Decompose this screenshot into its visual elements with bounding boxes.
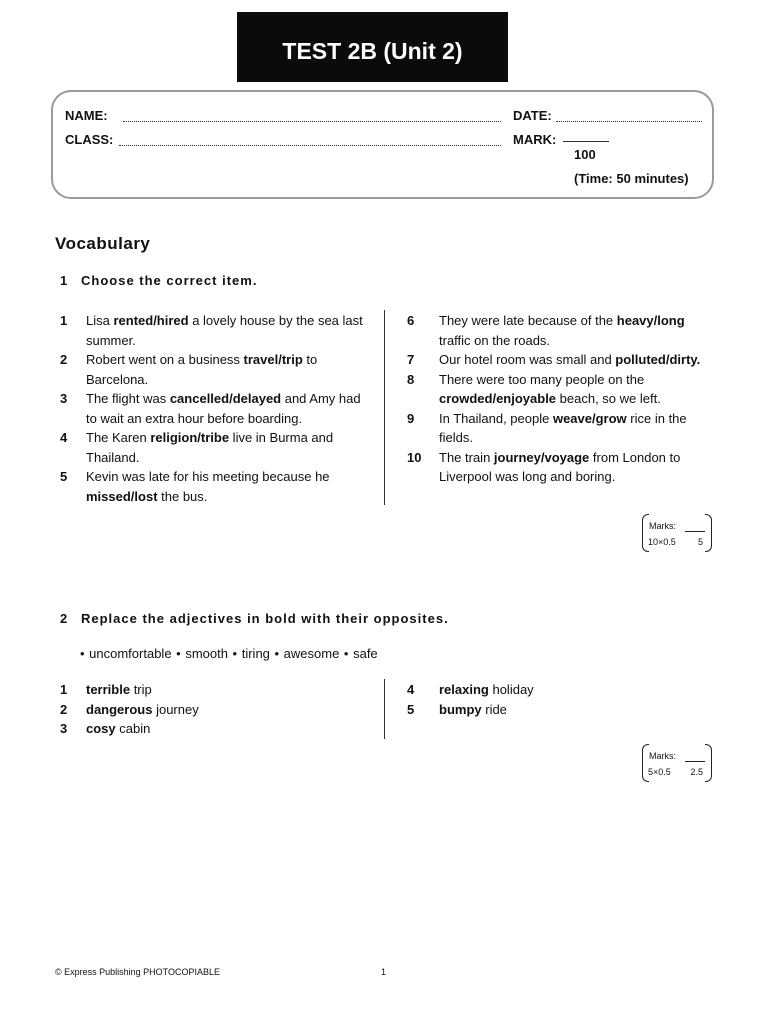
date-field[interactable] — [556, 121, 702, 122]
name-field[interactable] — [123, 121, 501, 122]
answer-choice[interactable]: rented/hired — [113, 313, 189, 328]
ex2-item — [60, 700, 365, 720]
ex1-left-column — [60, 311, 365, 506]
column-divider — [384, 310, 385, 505]
marks-score-field[interactable] — [685, 531, 705, 532]
text-run: holiday — [488, 682, 534, 697]
test-title: TEST 2B (Unit 2) — [282, 38, 463, 64]
item-text — [439, 352, 700, 367]
text-run: The flight was — [86, 391, 170, 406]
text-run: Robert went on a business — [86, 352, 244, 367]
text-run: from London to Liverpool was long and boring. — [439, 449, 681, 484]
text-run: a lovely house by the sea last summer. — [86, 313, 363, 348]
answer-choice[interactable]: heavy/long — [616, 313, 685, 328]
marks-total: 2.5 — [690, 767, 703, 777]
item-number: 10 — [407, 449, 422, 465]
marks-label: Marks: — [649, 521, 676, 531]
ex1-right-column — [407, 311, 713, 487]
ex2-right-column — [407, 680, 713, 719]
ex2-item — [60, 680, 365, 700]
item-number: 7 — [407, 352, 415, 367]
ex1-item — [407, 311, 713, 350]
marks-calculation: 5×0.5 — [648, 767, 671, 777]
marks-total: 5 — [697, 537, 703, 547]
text-run: Our hotel room was small and — [439, 352, 616, 367]
section-title: Vocabulary — [55, 234, 151, 253]
item-number: 3 — [60, 721, 68, 736]
ex1-item — [407, 409, 713, 448]
text-run: live in Burma and Thailand. — [86, 430, 334, 465]
text-run: There were too many people on the — [439, 371, 645, 387]
answer-choice[interactable]: cancelled/delayed — [169, 391, 282, 406]
item-number: 6 — [407, 313, 415, 328]
text-run: The Karen — [86, 430, 151, 445]
class-field[interactable] — [119, 145, 501, 146]
item-number: 1 — [60, 313, 68, 328]
test-title-box — [237, 12, 508, 82]
ex1-instruction: Choose the correct item. — [81, 273, 258, 288]
item-number: 4 — [407, 682, 415, 697]
text-run: In Thailand, people — [439, 410, 553, 426]
marks-calculation: 10×0.5 — [648, 537, 676, 547]
date-label: DATE: — [513, 108, 552, 123]
item-text — [86, 430, 333, 465]
text-run: the bus. — [157, 488, 208, 504]
name-label: NAME: — [65, 108, 108, 123]
ex1-item — [407, 370, 713, 409]
item-number: 8 — [407, 371, 415, 387]
text-run: The train — [439, 449, 494, 465]
mark-total: 100 — [574, 147, 596, 162]
item-text — [86, 352, 317, 387]
answer-choice[interactable]: religion/tribe — [150, 430, 230, 445]
answer-choice[interactable]: missed/lost — [86, 488, 158, 504]
item-text — [86, 391, 361, 426]
bold-adjective: terrible — [86, 682, 131, 697]
ex1-item — [60, 311, 365, 350]
ex2-instruction: Replace the adjectives in bold with their opposites. — [81, 611, 449, 626]
answer-choice[interactable]: weave/grow — [552, 410, 627, 426]
word-bank: • uncomfortable • smooth • tiring • awesome • safe — [80, 646, 378, 661]
item-number: 4 — [60, 430, 68, 445]
ex2-item — [407, 680, 713, 700]
student-info-box — [51, 90, 714, 199]
ex1-marks-box — [642, 514, 712, 552]
text-run: journey — [152, 701, 199, 717]
ex1-item — [407, 448, 713, 487]
text-run: to Barcelona. — [86, 352, 318, 387]
bold-adjective: bumpy — [439, 701, 482, 717]
marks-score-field[interactable] — [685, 761, 705, 762]
page-number: 1 — [381, 967, 387, 977]
item-text — [439, 372, 661, 407]
item-number: 2 — [60, 352, 68, 367]
answer-choice[interactable]: journey/voyage — [493, 449, 590, 465]
text-run: rice in the fields. — [439, 410, 687, 445]
item-text — [439, 450, 680, 485]
answer-choice[interactable]: polluted/dirty. — [615, 352, 701, 367]
ex1-item — [60, 428, 365, 467]
text-run: trip — [130, 682, 152, 697]
item-number: 5 — [60, 469, 68, 484]
item-number: 5 — [407, 701, 415, 717]
text-run: beach, so we left. — [556, 391, 661, 406]
bold-adjective: relaxing — [439, 682, 489, 697]
item-text — [439, 411, 687, 446]
text-run: cabin — [115, 721, 151, 736]
item-number: 2 — [60, 701, 68, 717]
answer-choice[interactable]: crowded/enjoyable — [439, 391, 557, 406]
ex2-item — [407, 700, 713, 720]
column-divider — [384, 679, 385, 739]
mark-label: MARK: — [513, 132, 557, 147]
item-text — [86, 469, 330, 504]
ex2-instruction-row — [60, 611, 449, 626]
bracket-right — [705, 744, 712, 782]
text-run: They were late because of the — [439, 313, 617, 328]
text-run: and Amy had to wait an extra hour before boarding. — [86, 391, 361, 426]
mark-field[interactable] — [563, 141, 609, 142]
ex2-left-column — [60, 680, 365, 739]
item-text — [86, 313, 363, 348]
class-label: CLASS: — [65, 132, 114, 147]
text-run: ride — [481, 701, 507, 717]
ex2-number: 2 — [60, 611, 69, 626]
text-run: Kevin was late for his meeting because he — [86, 469, 330, 484]
footer-copyright: © Express Publishing PHOTOCOPIABLE — [55, 967, 221, 977]
bold-adjective: dangerous — [86, 701, 153, 717]
answer-choice[interactable]: travel/trip — [243, 352, 303, 367]
ex2-marks-box — [642, 744, 712, 782]
item-number: 9 — [407, 410, 415, 426]
item-number: 3 — [60, 391, 68, 406]
ex1-item — [60, 389, 365, 428]
marks-label: Marks: — [649, 751, 676, 761]
ex1-number: 1 — [60, 273, 69, 288]
ex1-item — [407, 350, 713, 370]
time-note: (Time: 50 minutes) — [574, 171, 689, 186]
ex1-instruction-row — [60, 273, 257, 288]
ex1-item — [60, 467, 365, 506]
ex2-item — [60, 719, 365, 739]
item-text — [439, 313, 685, 348]
text-run: Lisa — [86, 313, 114, 328]
bracket-right — [705, 514, 712, 552]
item-number: 1 — [60, 682, 68, 697]
ex1-item — [60, 350, 365, 389]
bold-adjective: cosy — [86, 721, 116, 736]
text-run: traffic on the roads. — [439, 332, 551, 348]
